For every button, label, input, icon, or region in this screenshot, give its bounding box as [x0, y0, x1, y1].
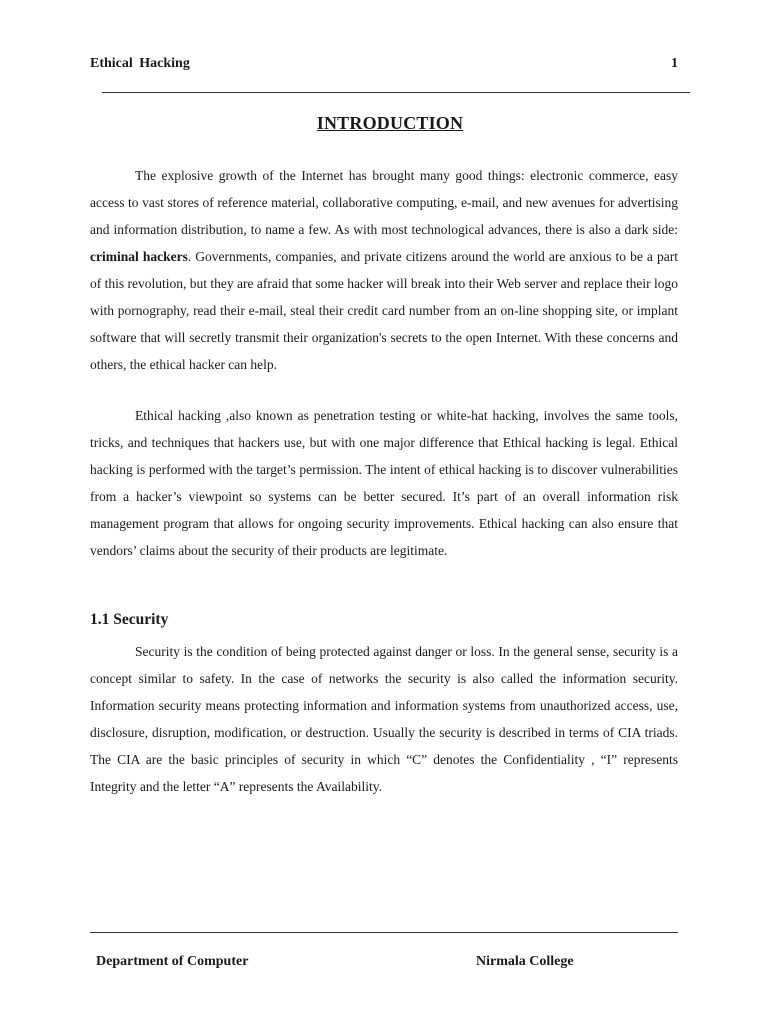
- footer-divider: [90, 932, 678, 933]
- page-number: 1: [671, 56, 678, 71]
- paragraph-text: . Governments, companies, and private citizens around the world are anxious to be a part of this revolution, but they are afraid that some hacker will break into their Web server and replace their logo with pornography, read their e-mail, steal their credit card number from an on-line shopping site, or implant software that will secretly transmit their organization's secrets to the open Internet. With these concerns and others, the ethical hacker can help.: [90, 249, 678, 372]
- paragraph-introduction: [90, 162, 678, 378]
- page-header: [90, 56, 680, 76]
- footer-department: Department of Computer: [96, 954, 249, 968]
- page-footer: [96, 954, 596, 968]
- document-heading: INTRODUCTION: [316, 113, 464, 133]
- paragraph-text: Ethical hacking ,also known as penetration testing or white-hat hacking, involves the same tools, tricks, and techniques that hackers use, but with one major difference that Ethical hacking is legal. Ethical hacking is performed with the target’s permission. The intent of ethical hacking is to discover vulnerabilities from a hacker’s viewpoint so systems can be better secured. It’s part of an overall information risk management program that allows for ongoing security improvements. Ethical hacking can also ensure that vendors’ claims about the security of their products are legitimate.: [90, 408, 678, 558]
- section-heading: 1.1 Security: [90, 611, 169, 628]
- paragraph-ethical-hacking: [90, 402, 678, 564]
- paragraph-security: [90, 638, 678, 800]
- paragraph-text: The explosive growth of the Internet has brought many good things: electronic commerce, easy access to vast stores of reference material, collaborative computing, e-mail, and new avenues for advertising and information distribution, to name a few. As with most technological advances, there is also a dark side:: [90, 168, 678, 237]
- header-divider: [102, 92, 690, 93]
- paragraph-text: Security is the condition of being protected against danger or loss. In the general sense, security is a concept similar to safety. In the case of networks the security is also called the information security. Information security means protecting information and information systems from unauthorized access, use, disclosure, disruption, modification, or destruction. Usually the security is described in terms of CIA triads. The CIA are the basic principles of security in which “C” denotes the Confidentiality , “I” represents Integrity and the letter “A” represents the Availability.: [90, 644, 678, 794]
- header-title: Ethical Hacking: [90, 56, 190, 71]
- footer-college: Nirmala College: [476, 954, 574, 968]
- bold-term: criminal hackers: [90, 249, 188, 264]
